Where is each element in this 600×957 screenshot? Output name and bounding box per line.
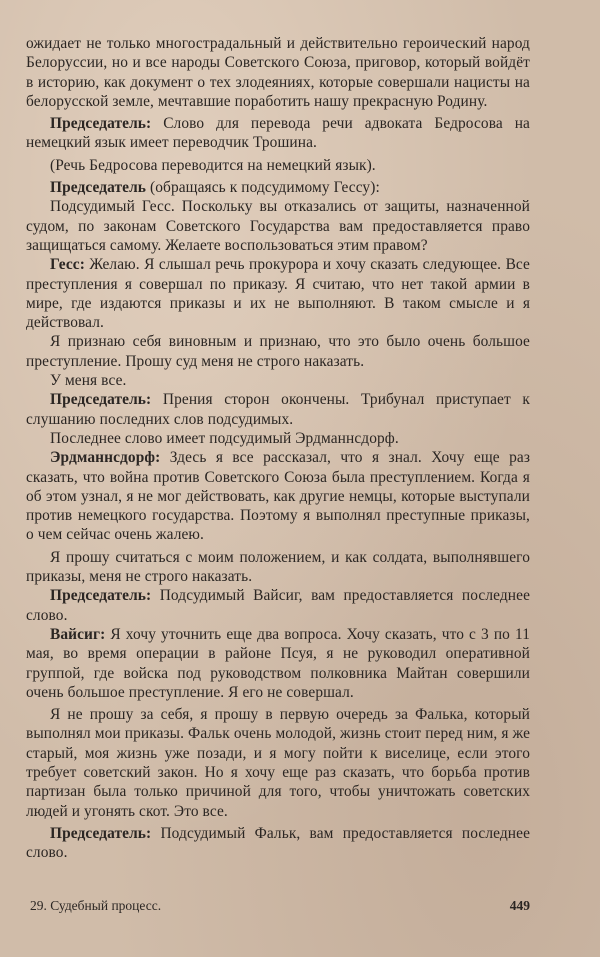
speaker-label: Гесс: xyxy=(50,256,85,274)
speaker-label: Председатель: xyxy=(50,824,152,842)
paragraph: Председатель: Слово для перевода речи адвоката Бедросова на немецкий язык имеет переводчик Трошина. xyxy=(26,115,530,152)
page-number: 449 xyxy=(509,898,530,913)
speaker-label: Председатель xyxy=(50,179,147,197)
body-text xyxy=(26,34,530,862)
printer-signature: 29. Судебный процесс. xyxy=(30,898,162,913)
paragraph: Подсудимый Гесс. Поскольку вы отказались от защиты, назначенной судом, по законам Советского Государства вам предоставляется право защищаться самому. Желаете воспользоваться этим правом? xyxy=(26,198,530,254)
paragraph: Я признаю себя виновным и признаю, что это было очень большое преступление. Прошу суд меня не строго наказать. xyxy=(26,333,530,370)
paragraph: Последнее слово имеет подсудимый Эрдманнсдорф. xyxy=(50,429,399,447)
paragraph: Я прошу считаться с моим положением, и как солдата, выполнявшего приказы, меня не строго наказать. xyxy=(26,548,530,586)
speaker-label: Председатель: xyxy=(50,115,152,133)
paragraph: (Речь Бедросова переводится на немецкий язык). xyxy=(50,156,376,174)
speaker-label: Эрдманнсдорф: xyxy=(50,449,161,467)
speaker-label: Вайсиг: xyxy=(50,625,106,643)
paragraph: Эрдманнсдорф: Здесь я все рассказал, что я знал. Хочу еще раз сказать, что война против Советского Союза была преступлением. Когда я об этом узнал, я не мог действовать, как другие немцы, которые выступали против немецкого государства. Поэтому я выполнял преступные приказы, о чем сейчас очень жалею. xyxy=(26,449,530,544)
paragraph: Председатель: Подсудимый Вайсиг, вам предоставляется последнее слово. xyxy=(26,587,530,624)
paragraph: Председатель: Прения сторон окончены. Трибунал приступает к слушанию последних слов подсудимых. xyxy=(26,391,530,428)
paragraph: У меня все. xyxy=(50,372,127,390)
paragraph: Вайсиг: Я хочу уточнить еще два вопроса. Хочу сказать, что с 3 по 11 мая, во время операции в районе Псуя, я не руководил оперативной группой, где войска под руководством полковника Майтан совершили очень большое преступление. Я его не совершал. xyxy=(26,625,530,701)
paragraph: Председатель: Подсудимый Фальк, вам предоставляется последнее слово. xyxy=(26,824,530,862)
speaker-label: Председатель: xyxy=(50,391,152,409)
paragraph: Я не прошу за себя, я прошу в первую очередь за Фалька, который выполнял мои приказы. Фальк очень молодой, жизнь стоит перед ним, я же старый, моя жизнь уже позади, и я могу пойти к виселице, если этого требует советский закон. Но я хочу еще раз сказать, что борьба против партизан была только причиной для того, чтобы уничтожать советских людей и угонять скот. Это все. xyxy=(26,706,530,820)
speaker-label: Председатель: xyxy=(50,587,152,605)
paragraph: Председатель (обращаясь к подсудимому Гессу): xyxy=(50,179,380,197)
page-footer xyxy=(30,898,530,914)
paragraph: Гесс: Желаю. Я слышал речь прокурора и хочу сказать следующее. Все преступления я совершал по приказу. Я считаю, что нет такой армии в мире, где издаются приказы и их не выполняют. В таком смысле и я действовал. xyxy=(26,256,530,332)
paragraph: ожидает не только многострадальный и действительно героический народ Белоруссии, но и все народы Советского Союза, приговор, который войдёт в историю, как документ о тех злодеяниях, которые совершали нацисты на белорусской земле, мечтавшие поработить нашу прекрасную Родину. xyxy=(26,35,530,110)
